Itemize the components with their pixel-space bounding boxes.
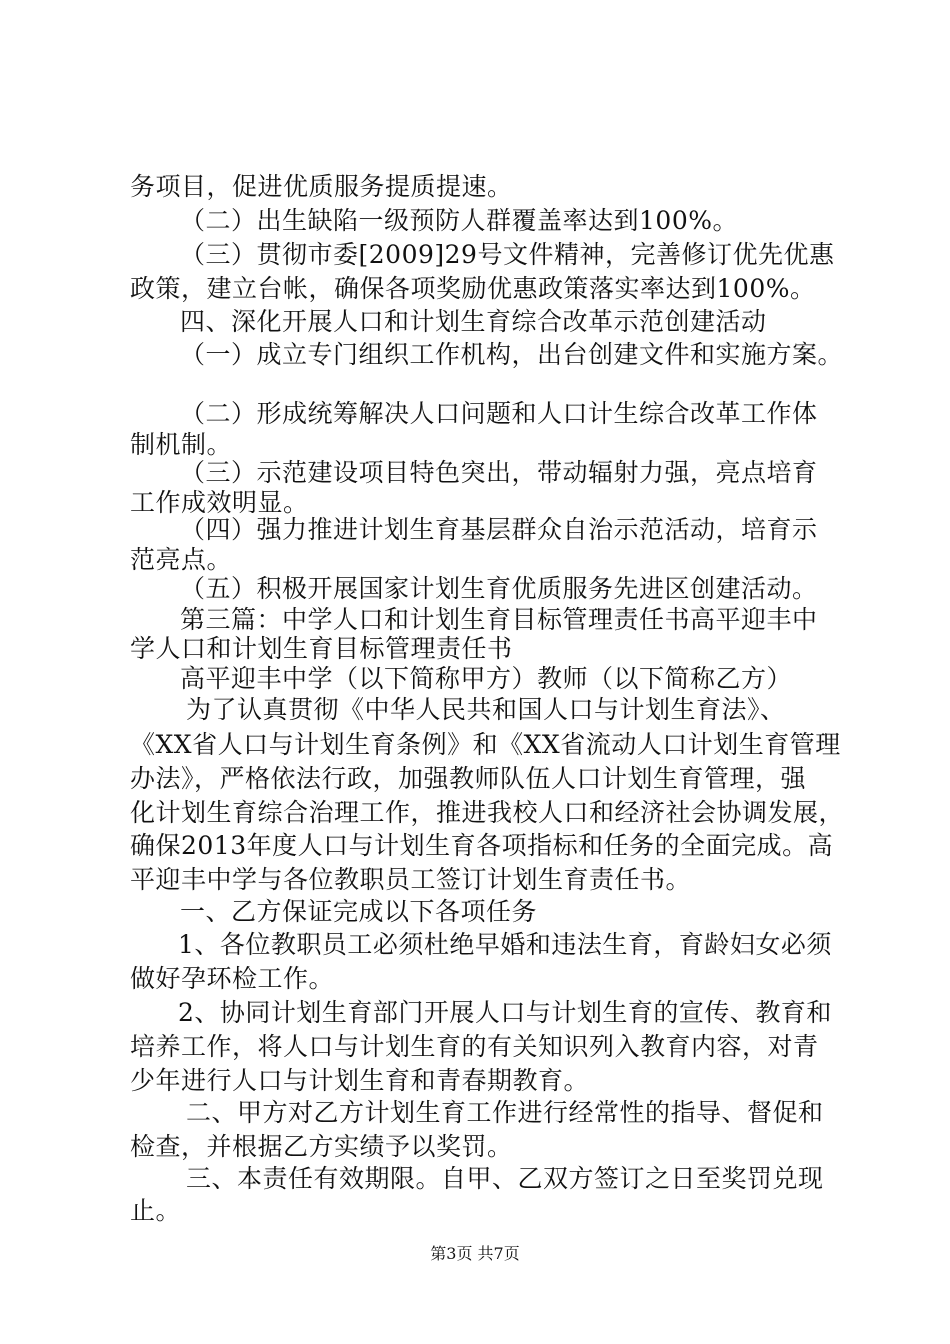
text-line: 范亮点。 <box>130 545 233 574</box>
text-line: 2、协同计划生育部门开展人口与计划生育的宣传、教育和 <box>178 998 832 1027</box>
text-line: 为了认真贯彻《中华人民共和国人口与计划生育法》、 <box>186 695 786 724</box>
text-line: 《XX省人口与计划生育条例》和《XX省流动人口计划生育管理 <box>130 730 841 759</box>
text-line: 四、深化开展人口和计划生育综合改革示范创建活动 <box>180 307 767 336</box>
text-line: 第三篇：中学人口和计划生育目标管理责任书高平迎丰中 <box>180 605 818 634</box>
text-line: 办法》，严格依法行政，加强教师队伍人口计划生育管理，强 <box>130 764 807 793</box>
text-line: 检查，并根据乙方实绩予以奖罚。 <box>130 1132 513 1161</box>
text-line: （二）出生缺陷一级预防人群覆盖率达到100%。 <box>180 206 738 235</box>
text-line: （五）积极开展国家计划生育优质服务先进区创建活动。 <box>180 574 818 603</box>
text-line: （一）成立专门组织工作机构，出台创建文件和实施方案。 <box>180 340 844 369</box>
text-line: 政策，建立台帐，确保各项奖励优惠政策落实率达到100%。 <box>130 274 816 303</box>
text-line: （三）贯彻市委[2009]29号文件精神，完善修订优先优惠 <box>180 240 835 269</box>
text-line: 确保2013年度人口与计划生育各项指标和任务的全面完成。高 <box>130 831 834 860</box>
text-line: 务项目，促进优质服务提质提速。 <box>130 172 513 201</box>
text-line: 一、乙方保证完成以下各项任务 <box>180 897 538 926</box>
text-line: 制机制。 <box>130 430 233 459</box>
text-line: 1、各位教职员工必须杜绝早婚和违法生育，育龄妇女必须 <box>178 930 832 959</box>
text-line: 培养工作，将人口与计划生育的有关知识列入教育内容，对青 <box>130 1032 819 1061</box>
text-line: 平迎丰中学与各位教职员工签订计划生育责任书。 <box>130 865 692 894</box>
text-line: 化计划生育综合治理工作，推进我校人口和经济社会协调发展， <box>130 798 845 827</box>
text-line: 工作成效明显。 <box>130 488 309 517</box>
text-line: （二）形成统筹解决人口问题和人口计生综合改革工作体 <box>180 399 818 428</box>
text-line: 做好孕环检工作。 <box>130 964 335 993</box>
text-line: 止。 <box>130 1196 182 1225</box>
text-line: 少年进行人口与计划生育和青春期教育。 <box>130 1066 590 1095</box>
text-line: （三）示范建设项目特色突出，带动辐射力强，亮点培育 <box>180 458 818 487</box>
text-line: 学人口和计划生育目标管理责任书 <box>130 634 513 663</box>
text-line: 三、本责任有效期限。自甲、乙双方签订之日至奖罚兑现 <box>186 1164 824 1193</box>
text-line: （四）强力推进计划生育基层群众自治示范活动，培育示 <box>180 515 818 544</box>
text-line: 高平迎丰中学（以下简称甲方）教师（以下简称乙方） <box>180 664 793 693</box>
text-line: 二、甲方对乙方计划生育工作进行经常性的指导、督促和 <box>186 1098 824 1127</box>
page-number-footer: 第3页 共7页 <box>430 1244 520 1263</box>
